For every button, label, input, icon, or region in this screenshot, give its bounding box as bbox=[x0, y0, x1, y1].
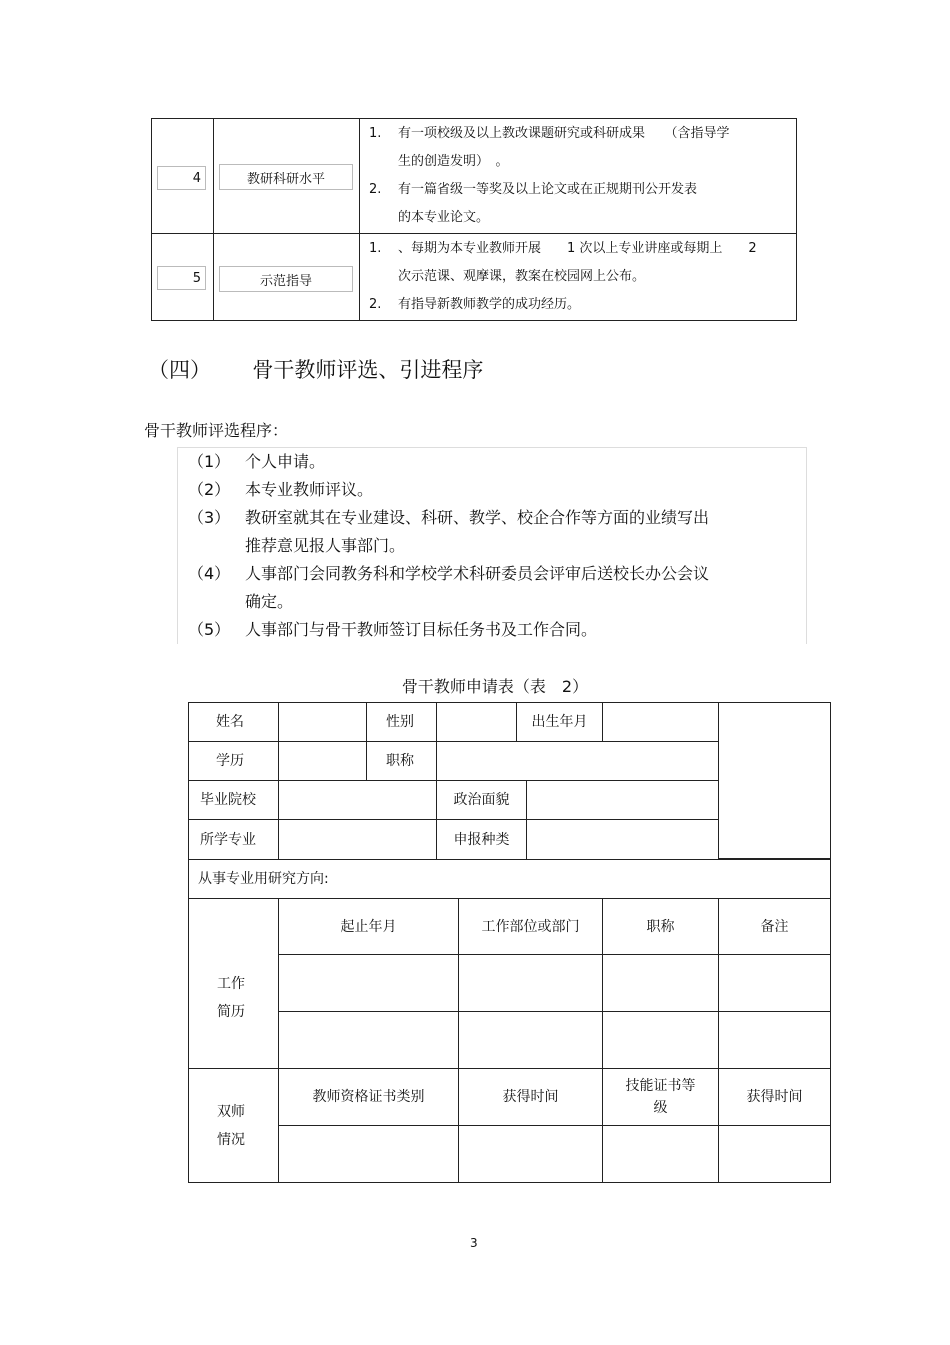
political-value-cell bbox=[526, 780, 719, 820]
step-text: 推荐意见报人事部门。 bbox=[245, 536, 406, 555]
major-value-cell bbox=[278, 819, 437, 860]
apply-type-value-cell bbox=[526, 819, 719, 860]
row-index bbox=[157, 266, 206, 290]
table-divider bbox=[213, 119, 214, 320]
dual-entry-cell bbox=[458, 1125, 603, 1183]
work-entry-cell bbox=[602, 1011, 719, 1069]
row-item-text: 示范指导 bbox=[259, 273, 312, 289]
gender-value-cell bbox=[436, 702, 517, 742]
step-text: 人事部门与骨干教师签订目标任务书及工作合同。 bbox=[245, 620, 598, 639]
education-label: 学历 bbox=[216, 753, 244, 769]
requirement-line: 、每期为本专业教师开展 1 次以上专业讲座或每期上 2 bbox=[398, 241, 757, 256]
dual-entry-cell bbox=[718, 1125, 831, 1183]
apply-type-label: 申报种类 bbox=[453, 831, 510, 848]
step-number: （3） bbox=[188, 508, 231, 527]
work-entry-cell bbox=[602, 954, 719, 1012]
section-heading bbox=[148, 354, 483, 384]
work-entry-cell bbox=[458, 1011, 603, 1069]
requirement-number: 2. bbox=[369, 297, 382, 312]
major-label: 所学专业 bbox=[200, 831, 256, 848]
requirement-line: 次示范课、观摩课，教案在校园网上公布。 bbox=[398, 269, 646, 284]
work-entry-cell bbox=[718, 1011, 831, 1069]
step-text: 人事部门会同教务科和学校学术科研委员会评审后送校长办公会议 bbox=[245, 564, 710, 583]
work-col-header: 起止年月 bbox=[340, 918, 397, 935]
work-label-line: 简历 bbox=[217, 1003, 245, 1020]
step-text: 本专业教师评议。 bbox=[245, 480, 374, 499]
step-text: 教研室就其在专业建设、科研、教学、校企合作等方面的业绩写出 bbox=[245, 508, 710, 527]
dual-col-header: 技能证书等级 bbox=[625, 1078, 696, 1116]
form-caption: 骨干教师申请表（表 2） bbox=[401, 677, 589, 696]
school-label: 毕业院校 bbox=[200, 792, 256, 808]
requirement-number: 1. bbox=[369, 241, 382, 256]
gender-label: 性别 bbox=[386, 714, 414, 730]
dual-label bbox=[188, 1068, 274, 1183]
title-value-cell bbox=[436, 741, 719, 781]
criteria-table bbox=[151, 118, 797, 321]
row-index-text: 5 bbox=[192, 270, 201, 286]
row-item bbox=[219, 266, 353, 292]
dual-entry-cell bbox=[602, 1125, 719, 1183]
requirement-number: 2. bbox=[369, 182, 382, 197]
procedure-title: 骨干教师评选程序： bbox=[144, 421, 289, 440]
requirement bbox=[369, 176, 789, 232]
procedure-steps bbox=[177, 447, 807, 644]
dual-col-header: 获得时间 bbox=[746, 1089, 803, 1105]
requirement bbox=[369, 120, 789, 176]
title-label: 职称 bbox=[386, 753, 414, 769]
photo-cell bbox=[718, 702, 831, 859]
application-form bbox=[188, 702, 831, 1183]
work-entry-cell bbox=[278, 1011, 459, 1069]
dual-entry-cell bbox=[278, 1125, 459, 1183]
work-col-header: 工作部位或部门 bbox=[481, 918, 580, 935]
table-divider bbox=[359, 119, 360, 320]
step-number: （5） bbox=[188, 620, 231, 639]
requirement-number: 1. bbox=[369, 126, 382, 141]
work-col-header: 备注 bbox=[760, 918, 789, 935]
dual-label-line: 情况 bbox=[217, 1131, 245, 1148]
step-number: （4） bbox=[188, 564, 231, 583]
birth-label: 出生年月 bbox=[531, 714, 588, 730]
row-item-text: 教研科研水平 bbox=[246, 171, 325, 187]
dual-col-header: 教师资格证书类别 bbox=[312, 1089, 425, 1105]
school-value-cell bbox=[278, 780, 437, 820]
row-item bbox=[219, 164, 353, 190]
row-index-text: 4 bbox=[192, 170, 201, 186]
work-entry-cell bbox=[278, 954, 459, 1012]
step-text: 确定。 bbox=[245, 592, 294, 611]
name-value-cell bbox=[278, 702, 367, 742]
requirement bbox=[369, 235, 794, 291]
dual-label-line: 双师 bbox=[217, 1103, 245, 1120]
research-label: 从事专业用研究方向: bbox=[198, 871, 329, 887]
work-entry-cell bbox=[458, 954, 603, 1012]
page-number: 3 bbox=[470, 1236, 478, 1250]
work-label-line: 工作 bbox=[217, 975, 245, 992]
work-entry-cell bbox=[718, 954, 831, 1012]
section-title: 骨干教师评选、引进程序 bbox=[252, 358, 484, 382]
requirement-line: 有一项校级及以上教改课题研究或科研成果 （含指导学 bbox=[398, 126, 730, 141]
requirement-line: 的本专业论文。 bbox=[398, 210, 490, 225]
table-divider bbox=[152, 233, 796, 234]
section-number: （四） bbox=[148, 358, 211, 382]
requirement-line: 有指导新教师教学的成功经历。 bbox=[398, 297, 581, 312]
row-index bbox=[157, 166, 206, 190]
name-label: 姓名 bbox=[216, 714, 244, 730]
dual-col-header: 获得时间 bbox=[502, 1089, 559, 1105]
birth-value-cell bbox=[602, 702, 719, 742]
political-label: 政治面貌 bbox=[453, 792, 510, 808]
requirement-line: 有一篇省级一等奖及以上论文或在正规期刊公开发表 bbox=[398, 182, 698, 197]
education-value-cell bbox=[278, 741, 367, 781]
step-number: （2） bbox=[188, 480, 231, 499]
work-col-header: 职称 bbox=[646, 918, 675, 935]
requirement bbox=[369, 291, 789, 319]
step-number: （1） bbox=[188, 452, 231, 471]
requirement-line: 生的创造发明） 。 bbox=[398, 154, 509, 169]
step-text: 个人申请。 bbox=[245, 452, 326, 471]
